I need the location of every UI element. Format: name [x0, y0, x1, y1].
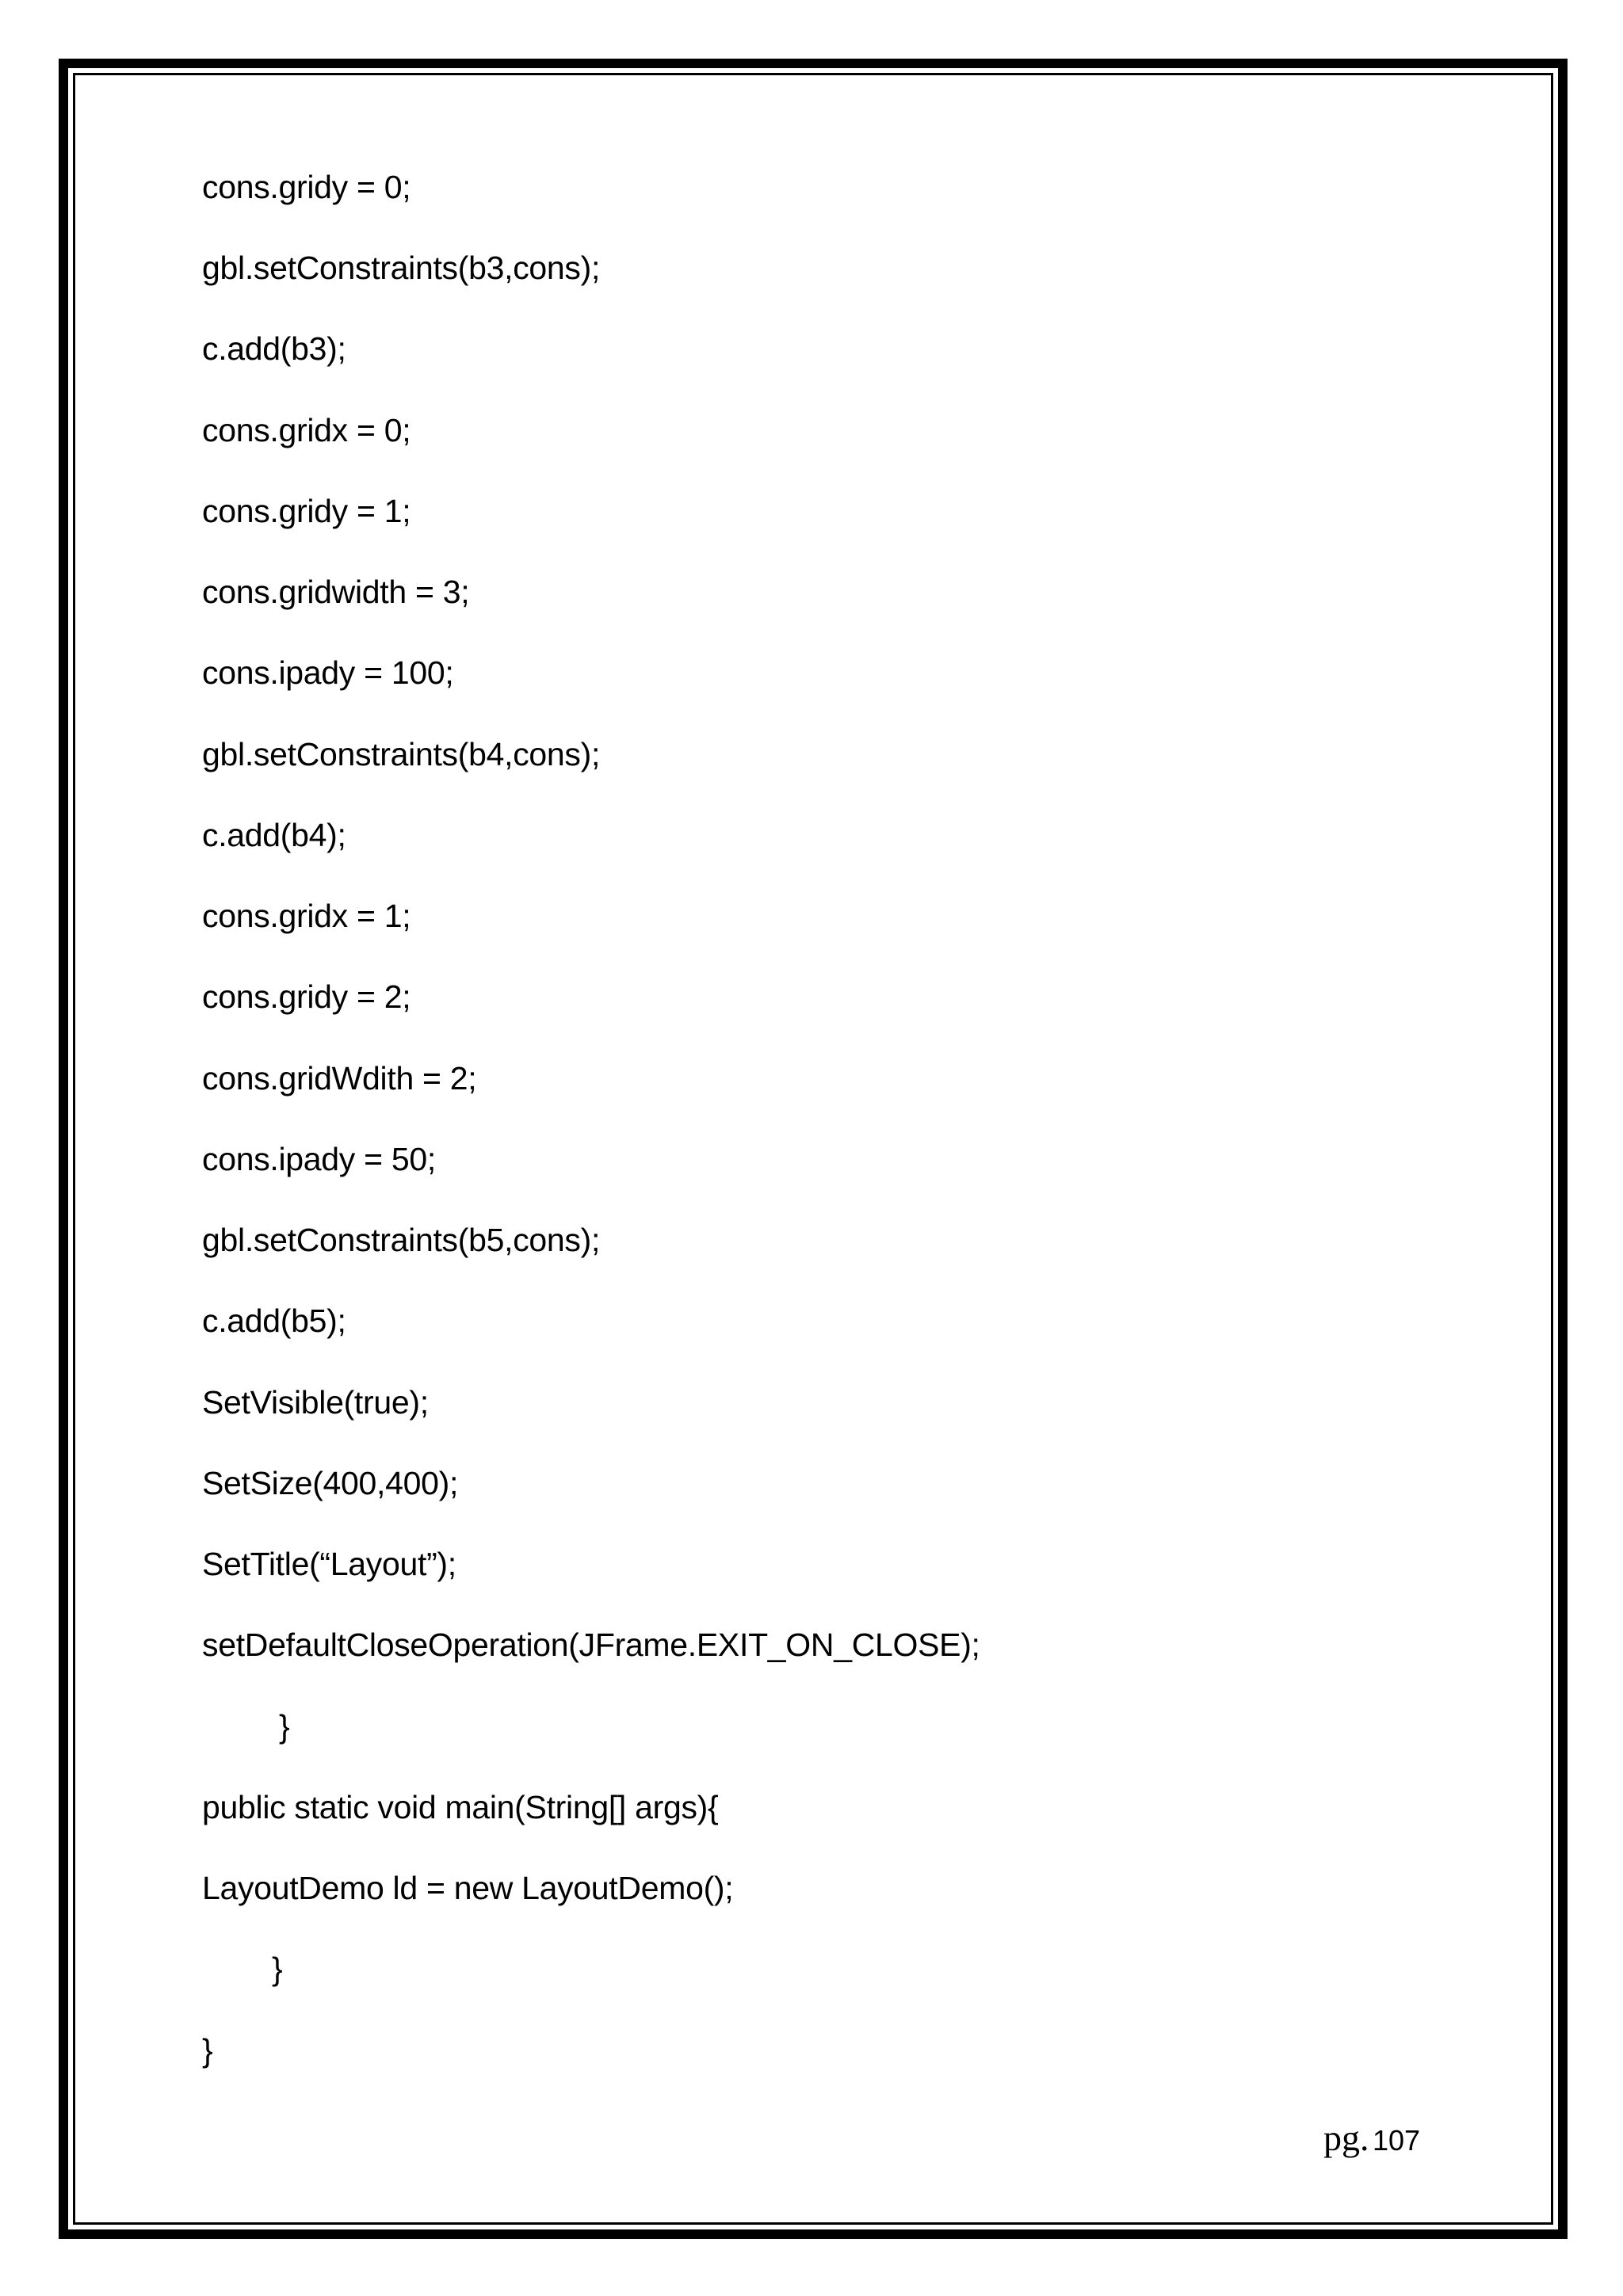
code-line: SetTitle(“Layout”);: [202, 1546, 456, 1582]
code-line: }: [202, 2032, 213, 2069]
code-line: cons.gridy = 0;: [202, 169, 411, 205]
page-number: [1323, 2117, 1420, 2159]
code-line: cons.gridwidth = 3;: [202, 574, 470, 610]
code-line: cons.ipady = 50;: [202, 1141, 436, 1177]
code-line: gbl.setConstraints(b5,cons);: [202, 1222, 601, 1258]
code-line: cons.ipady = 100;: [202, 654, 454, 691]
code-line: public static void main(String[] args){: [202, 1789, 719, 1825]
code-line: gbl.setConstraints(b4,cons);: [202, 736, 601, 772]
code-line: LayoutDemo ld = new LayoutDemo();: [202, 1870, 734, 1906]
code-line: SetVisible(true);: [202, 1384, 429, 1421]
page-number-value: 107: [1372, 2124, 1421, 2157]
code-line: c.add(b3);: [202, 330, 346, 367]
code-line: cons.gridy = 2;: [202, 978, 411, 1015]
code-line: c.add(b5);: [202, 1302, 346, 1339]
code-line: SetSize(400,400);: [202, 1465, 459, 1501]
code-line: gbl.setConstraints(b3,cons);: [202, 250, 601, 286]
code-line: cons.gridx = 1;: [202, 898, 411, 934]
code-line: c.add(b4);: [202, 817, 346, 853]
code-line: }: [272, 1951, 283, 1987]
code-line: cons.gridx = 0;: [202, 412, 411, 448]
code-line: cons.gridWdith = 2;: [202, 1060, 477, 1097]
code-line: setDefaultCloseOperation(JFrame.EXIT_ON_CLOSE);: [202, 1627, 980, 1663]
code-line: cons.gridy = 1;: [202, 493, 411, 529]
page-number-prefix: pg.: [1323, 2118, 1369, 2158]
code-line: }: [279, 1708, 290, 1745]
